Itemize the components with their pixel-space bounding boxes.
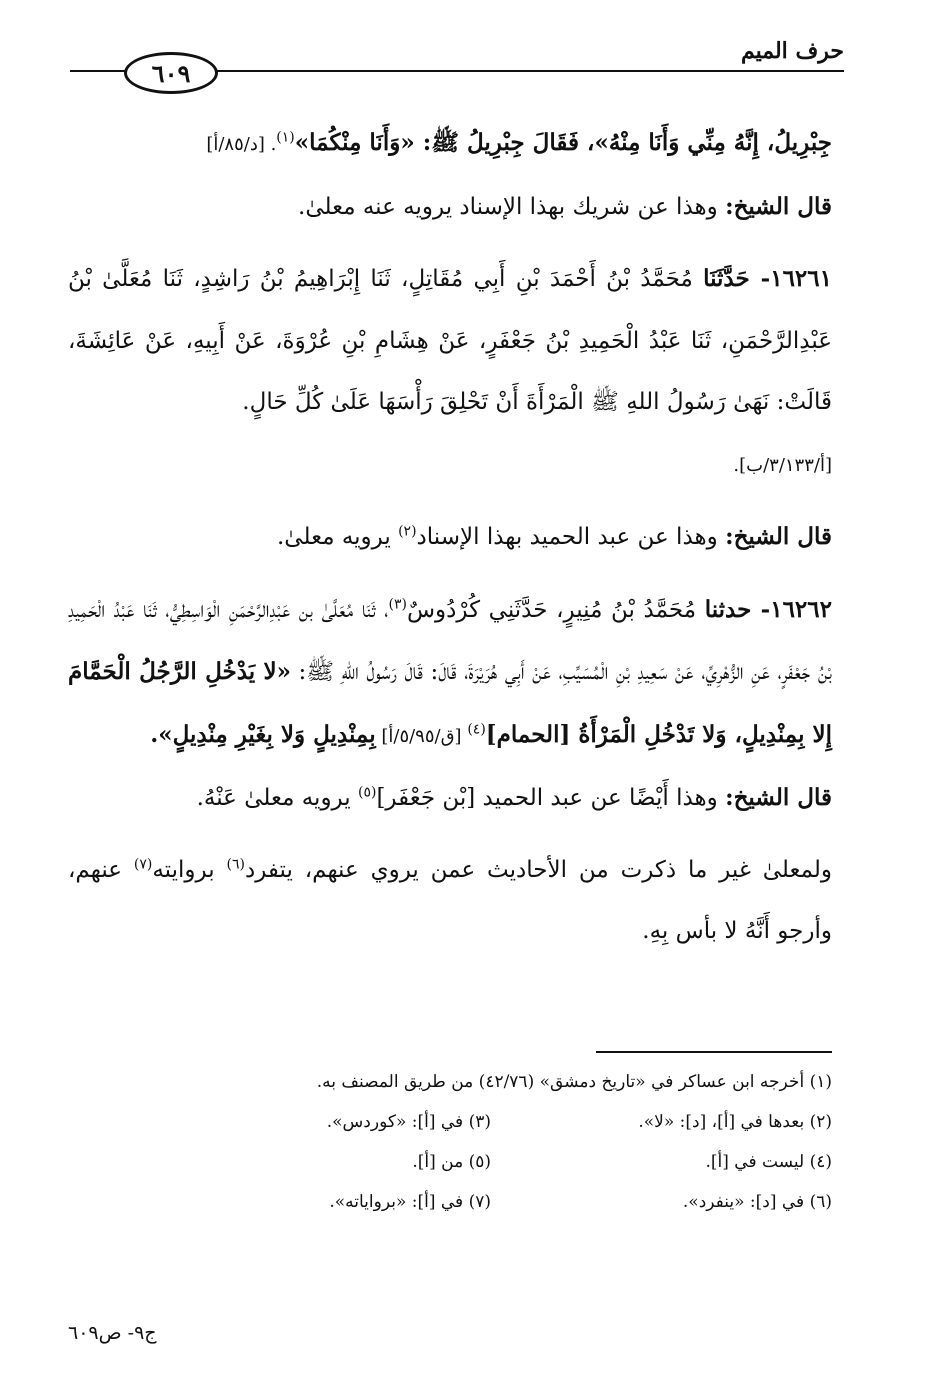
- speaker-label: قال الشيخ:: [725, 784, 832, 811]
- paragraph-text: يرويه معلىٰ عَنْهُ.: [196, 785, 358, 811]
- hadith-text: ، ثَنَا مُعَلَّىٰ بن عَبْدِالرَّحْمَنِ الْوَاسِطِيُّ، ثَنَا عَبْدُ الْحَمِيدِ بْنُ جَعْفَرٍ، عَنِ الزُّهْرِيِّ، عَنْ سَعِيدِ بْنِ الْمُسَيِّبِ، عَنْ أَبِي هُرَيْرَةَ، قَالَ: قَالَ رَسُولُ اللهِ ﷺ:: [68, 596, 833, 685]
- paragraph-text: وهذا عن شريك بهذا الإسناد يرويه عنه معلىٰ.: [298, 193, 726, 220]
- paragraph-text: وهذا عن عبد الحميد بهذا الإسناد: [416, 524, 726, 550]
- paragraph-text: وهذا أَيْضًا عن عبد الحميد [بْن جَعْفَر]: [376, 785, 726, 811]
- hadith-16261: [68, 248, 832, 496]
- prophetic-quote: بِمِنْدِيلٍ وَلا بِغَيْرِ مِنْدِيلٍ».: [150, 720, 376, 748]
- prophetic-quote: «لا يَدْخُلِ الرَّجُلُ الْحَمَّامَ إِلا بِمِنْدِيلٍ، وَلا تَدْخُلِ الْمَرْأَةُ [الحمام]: [68, 658, 832, 748]
- hadith-keyword: حَدَّثَنَا: [703, 265, 761, 292]
- footnote-7: (٧) في [أ]: «برواياته».: [329, 1192, 491, 1212]
- page-number: ٦٠٩: [151, 58, 191, 88]
- paragraph-2: [68, 176, 832, 239]
- speaker-label: قال الشيخ:: [725, 523, 832, 550]
- running-head: حرف الميم: [740, 38, 844, 64]
- footnote-ref-1: (١): [276, 129, 295, 146]
- footnote-separator: [596, 1051, 832, 1053]
- volume-page-reference: ج٩- ص٦٠٩: [68, 1322, 157, 1344]
- paragraph-text: يرويه معلىٰ.: [277, 524, 399, 550]
- footnote-1: (١) أخرجه ابن عساكر في «تاريخ دمشق» (٤٢/٧٦) من طريق المصنف به.: [316, 1072, 832, 1092]
- footnote-6: (٦) في [د]: «ينفرد».: [682, 1192, 832, 1212]
- footnote-4: (٤) ليست في [أ].: [705, 1152, 832, 1172]
- page-number-badge: [124, 52, 218, 94]
- footnote-ref-6: (٦): [226, 855, 245, 872]
- folio-ref: . [د/٨٥/أ]: [206, 134, 277, 155]
- footnote-ref-4: (٤): [467, 720, 486, 737]
- footnote-3: (٣) في [أ]: «كوردس».: [326, 1112, 491, 1132]
- footnote-ref-3: (٣): [388, 595, 407, 612]
- footnote-2: (٢) بعدها في [أ]، [د]: «لا».: [638, 1112, 832, 1132]
- hadith-text: جِبْرِيلُ، إِنَّهُ مِنِّي وَأَنَا مِنْهُ»، فَقَالَ جِبْرِيلُ ﷺ: «وَأَنَا مِنْكُمَا»: [294, 129, 832, 156]
- folio-ref: [ق/٥/٩٥/أ]: [375, 725, 468, 747]
- footnote-row: [150, 1070, 832, 1110]
- speaker-label: قال الشيخ:: [725, 192, 832, 220]
- paragraph-4: [68, 767, 832, 830]
- hadith-number: ١٦٢٦٢-: [760, 595, 832, 623]
- footnote-ref-7: (٧): [133, 855, 153, 872]
- hadith-keyword: حدثنا: [704, 595, 761, 623]
- paragraph-text: ولمعلىٰ غير ما ذكرت من الأحاديث عمن يروي عنهم، يتفرد: [244, 856, 833, 883]
- footnote-5: (٥) من [أ].: [412, 1152, 491, 1172]
- hadith-16262: [68, 579, 832, 768]
- footnote-row: [150, 1110, 832, 1150]
- footnote-row: [150, 1150, 832, 1190]
- folio-ref: [أ/٣/١٣٣/ب].: [733, 454, 832, 476]
- footnotes: [150, 1070, 832, 1230]
- footnote-ref-2: (٢): [398, 523, 417, 540]
- paragraph-5: [68, 840, 832, 963]
- paragraph-3: [68, 506, 832, 569]
- hadith-number: ١٦٢٦١-: [760, 265, 832, 292]
- hadith-text: مُحَمَّدُ بْنُ مُنِيرٍ، حَدَّثَنِي كُرْدُوسٌ: [406, 596, 705, 623]
- main-text: [68, 112, 832, 963]
- paragraph-1: [68, 112, 832, 176]
- paragraph-text: عنهم، وأرجو أَنَّهُ لا بأس بِهِ.: [68, 856, 832, 944]
- paragraph-text: بروايته: [152, 856, 227, 883]
- footnote-row: [150, 1190, 832, 1230]
- hadith-text: مُحَمَّدُ بْنُ أَحْمَدَ بْنِ أَبِي مُقَاتِلٍ، ثَنَا إِبْرَاهِيمُ بْنُ رَاشِدٍ، ثَنَا مُعَلَّىٰ بْنُ عَبْدِالرَّحْمَنِ، ثَنَا عَبْدُ الْحَمِيدِ بْنُ جَعْفَرٍ، عَنْ هِشَامِ بْنِ عُرْوَةَ، عَنْ أَبِيهِ، عَنْ عَائِشَةَ، قَالَتْ: نَهَىٰ رَسُولُ اللهِ ﷺ الْمَرْأَةَ أَنْ تَحْلِقَ رَأْسَهَا عَلَىٰ كُلِّ حَالٍ.: [68, 266, 832, 415]
- footnote-ref-5: (٥): [357, 784, 377, 801]
